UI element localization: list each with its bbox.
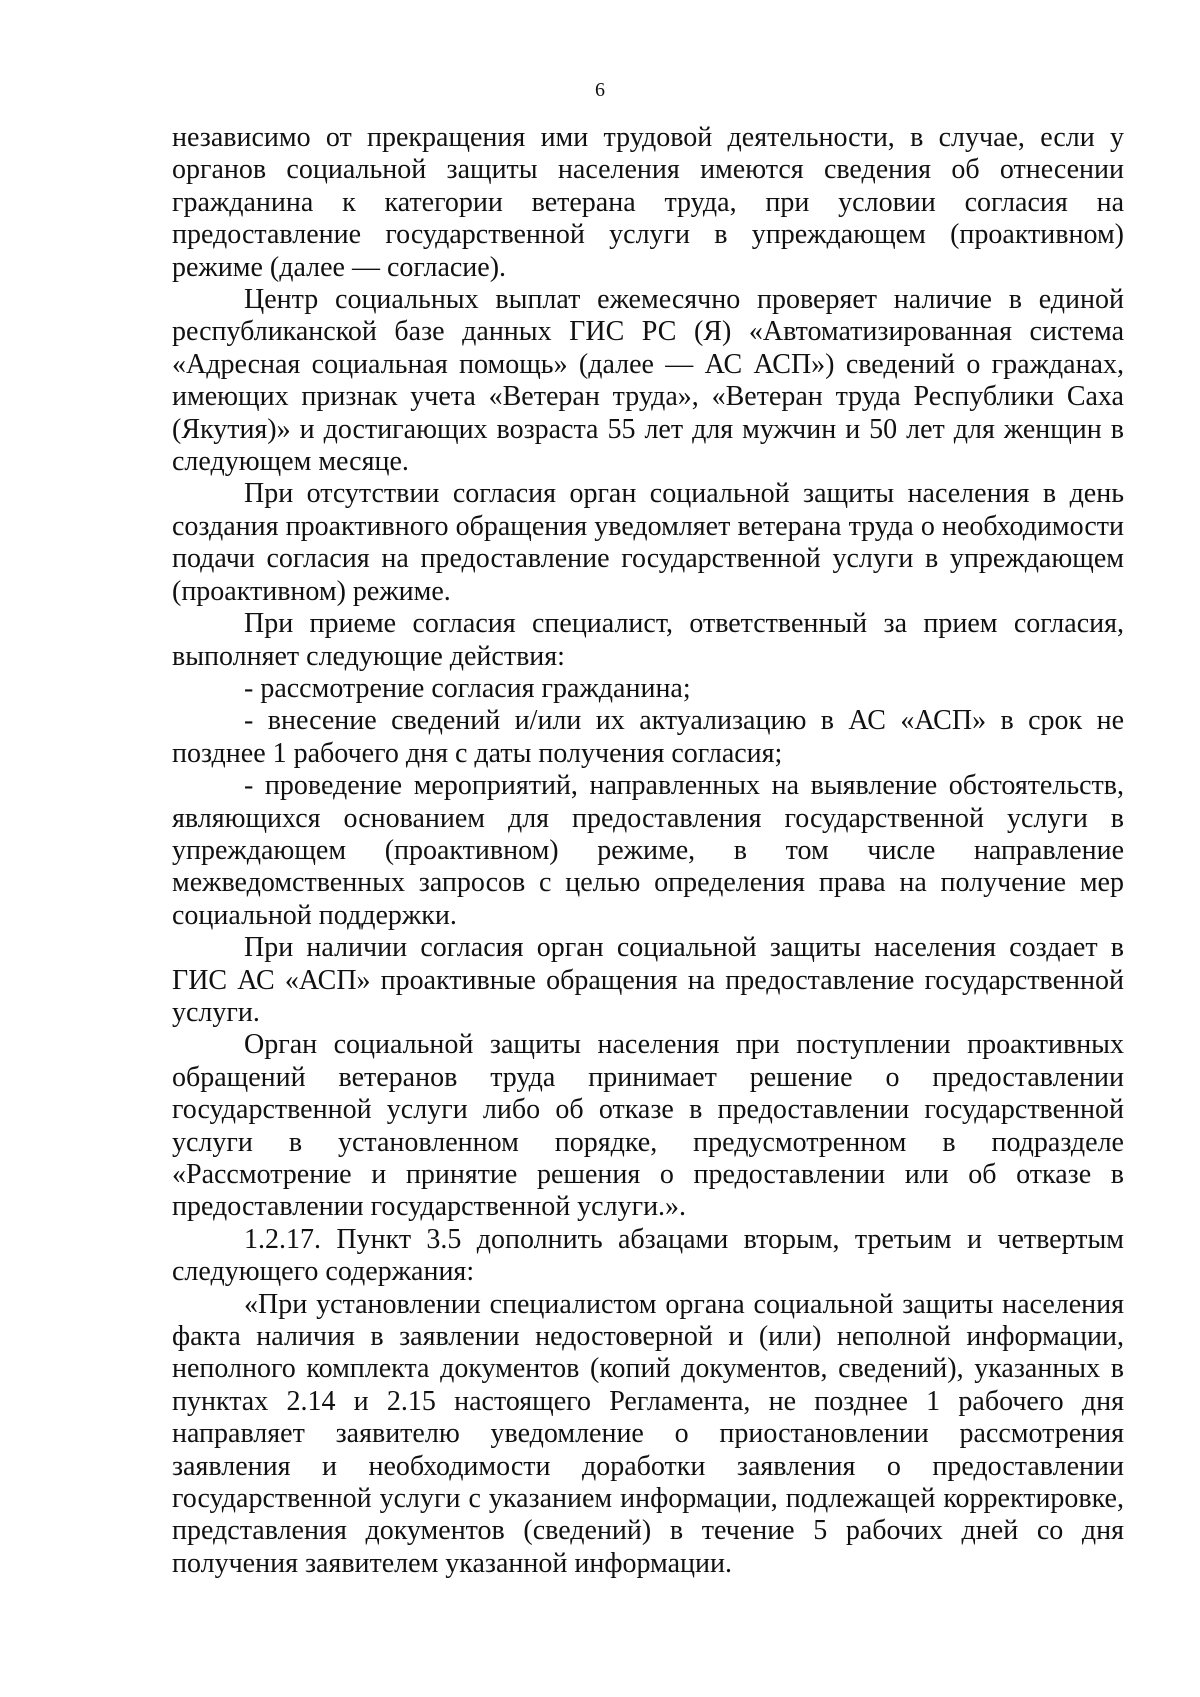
paragraph: Центр социальных выплат ежемесячно проверяет наличие в единой республиканской базе данных ГИС РС (Я) «Автоматизированная система «Адресная социальная помощь» (далее — АС АСП») сведений о гражданах, имеющих признак учета «Ветеран труда», «Ветеран труда Республики Саха (Якутия)» и достигающих возраста 55 лет для мужчин и 50 лет для женщин в следующем месяце. bbox=[172, 284, 1124, 478]
paragraph: Орган социальной защиты населения при поступлении проактивных обращений ветеранов труда принимает решение о предоставлении государственной услуги либо об отказе в предоставлении государственной услуги в установленном порядке, предусмотренном в подразделе «Рассмотрение и принятие решения о предоставлении или об отказе в предоставлении государственной услуги.». bbox=[172, 1029, 1124, 1223]
paragraph: «При установлении специалистом органа социальной защиты населения факта наличия в заявлении недостоверной и (или) неполной информации, неполного комплекта документов (копий документов, сведений), указанных в пунктах 2.14 и 2.15 настоящего Регламента, не позднее 1 рабочего дня направляет заявителю уведомление о приостановлении рассмотрения заявления и необходимости доработки заявления о предоставлении государственной услуги с указанием информации, подлежащей корректировке, представления документов (сведений) в течение 5 рабочих дней со дня получения заявителем указанной информации. bbox=[172, 1288, 1124, 1579]
list-item: - внесение сведений и/или их актуализацию в АС «АСП» в срок не позднее 1 рабочего дня с даты получения согласия; bbox=[172, 705, 1124, 769]
paragraph: независимо от прекращения ими трудовой деятельности, в случае, если у органов социальной защиты населения имеются сведения об отнесении гражданина к категории ветерана труда, при условии согласия на предоставление государственной услуги в упреждающем (проактивном) режиме (далее — согласие). bbox=[172, 122, 1124, 283]
paragraph: При отсутствии согласия орган социальной защиты населения в день создания проактивного обращения уведомляет ветерана труда о необходимости подачи согласия на предоставление государственной услуги в упреждающем (проактивном) режиме. bbox=[172, 478, 1124, 607]
document-body bbox=[172, 122, 1124, 1580]
paragraph: 1.2.17. Пункт 3.5 дополнить абзацами вторым, третьим и четвертым следующего содержания: bbox=[172, 1223, 1124, 1288]
list-item: - рассмотрение согласия гражданина; bbox=[244, 672, 691, 704]
paragraph: При приеме согласия специалист, ответственный за прием согласия, выполняет следующие действия: bbox=[172, 608, 1124, 672]
page-number: 6 bbox=[595, 79, 605, 101]
list-item: - проведение мероприятий, направленных на выявление обстоятельств, являющихся основанием для предоставления государственной услуги в упреждающем (проактивном) режиме, в том числе направление межведомственных запросов с целью определения права на получение мер социальной поддержки. bbox=[172, 770, 1124, 931]
paragraph: При наличии согласия орган социальной защиты населения создает в ГИС АС «АСП» проактивные обращения на предоставление государственной услуги. bbox=[172, 932, 1124, 1028]
